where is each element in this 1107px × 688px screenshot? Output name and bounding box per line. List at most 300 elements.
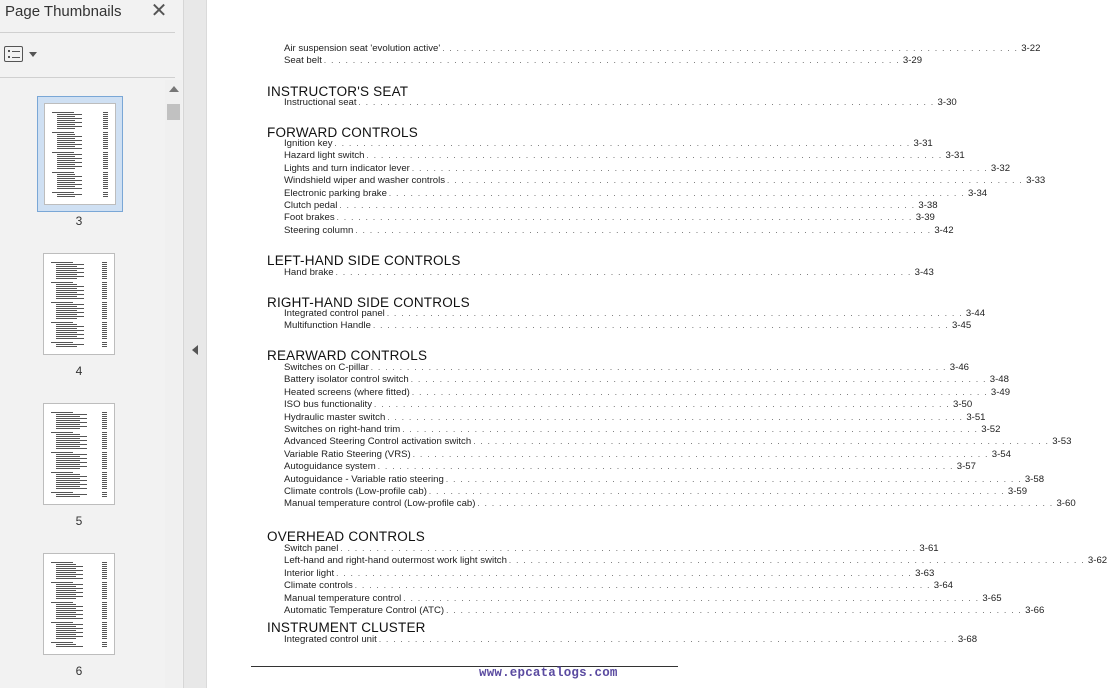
thumbnail-text-line bbox=[56, 636, 83, 637]
toc-entry[interactable] bbox=[284, 224, 954, 237]
thumbnail-text-line bbox=[102, 474, 107, 475]
section-heading: REARWARD CONTROLS bbox=[267, 348, 428, 363]
toc-leader-dots: . . . . . . . . . . . . . . . . . . . . . . . . . . . . . . . . . . . . . . . . . . . . . . . . . . . . . . . . . . . . . . . . . . . . . . . . . . . . . . . . bbox=[336, 213, 913, 223]
toc-entry-page: 3-33 bbox=[1026, 175, 1046, 187]
thumbnail-text-line bbox=[56, 422, 87, 423]
toc-entry[interactable] bbox=[284, 138, 933, 150]
thumbnail-text-line bbox=[102, 624, 107, 625]
thumbnail-text-line bbox=[56, 604, 76, 605]
thumbnail-text-line bbox=[56, 608, 76, 609]
thumbnail-text-line bbox=[56, 644, 76, 645]
scroll-up-icon[interactable] bbox=[169, 86, 179, 92]
thumbnail-text-line bbox=[56, 594, 76, 595]
toc-entry[interactable] bbox=[284, 43, 1041, 55]
toc-leader-dots: . . . . . . . . . . . . . . . . . . . . . . . . . . . . . . . . . . . . . . . . . . . . . . . . . . . . . . . . . . . . . . . . . . . . . . . . . . . . . . . . bbox=[473, 437, 1050, 447]
thumbnail-text-line bbox=[102, 628, 107, 629]
toc-leader-dots: . . . . . . . . . . . . . . . . . . . . . . . . . . . . . . . . . . . . . . . . . . . . . . . . . . . . . . . . . . . . . . . . . . . . . . . . . . . . . . . . bbox=[355, 225, 932, 235]
thumbnail-text-line bbox=[103, 144, 108, 145]
toc-entry-title: Switches on C-pillar bbox=[284, 362, 369, 373]
toc-leader-dots: . . . . . . . . . . . . . . . . . . . . . . . . . . . . . . . . . . . . . . . . . . . . . . . . . . . . . . . . . . . . . . . . . . . . . . . . . . . . . . . . bbox=[377, 462, 954, 472]
thumbnail-text-line bbox=[103, 118, 108, 119]
thumbnail-text-line bbox=[102, 332, 107, 333]
toc-entry[interactable] bbox=[284, 634, 978, 646]
thumbnail-text-line bbox=[102, 432, 107, 433]
thumbnail-text-line bbox=[56, 626, 76, 627]
thumbnail-text-line bbox=[102, 570, 107, 571]
thumbnail-text-line bbox=[102, 278, 107, 279]
thumbnail-text-line bbox=[56, 272, 84, 273]
thumbnail-text-line bbox=[56, 334, 84, 335]
toc-leader-dots: . . . . . . . . . . . . . . . . . . . . . . . . . . . . . . . . . . . . . . . . . . . . . . . . . . . . . . . . . . . . . . . . . . . . . . . . . . . . . . . . bbox=[354, 581, 931, 591]
thumbnail-text-line bbox=[102, 466, 107, 467]
toc-entry[interactable] bbox=[284, 267, 934, 279]
thumbnail-text-line bbox=[56, 632, 83, 633]
toc-entry-page: 3-66 bbox=[1025, 605, 1045, 616]
thumbnail-text-line bbox=[102, 572, 107, 573]
thumbnail-text-line bbox=[57, 142, 75, 143]
thumbnail-text-line bbox=[56, 584, 83, 585]
thumbnail-page-number: 3 bbox=[75, 214, 83, 228]
thumbnail-text-line bbox=[102, 636, 107, 637]
thumbnail-text-line bbox=[102, 480, 107, 481]
thumbnail-text-line bbox=[57, 134, 75, 135]
panel-collapse-splitter[interactable] bbox=[184, 0, 207, 688]
toc-leader-dots: . . . . . . . . . . . . . . . . . . . . . . . . . . . . . . . . . . . . . . . . . . . . . . . . . . . . . . . . . . . . . . . . . . . . . . . . . . . . . . . . bbox=[412, 449, 989, 459]
thumbnail-text-line bbox=[52, 132, 74, 133]
thumbnail-text-line bbox=[102, 268, 107, 269]
toc-leader-dots: . . . . . . . . . . . . . . . . . . . . . . . . . . . . . . . . . . . . . . . . . . . . . . . . . . . . . . . . . . . . . . . . . . . . . . . . . . . . . . . . bbox=[388, 188, 965, 198]
thumbnail-text-line bbox=[102, 422, 107, 423]
toc-leader-dots: . . . . . . . . . . . . . . . . . . . . . . . . . . . . . . . . . . . . . . . . . . . . . . . . . . . . . . . . . . . . . . . . . . . . . . . . . . . . . . . . bbox=[428, 487, 1005, 496]
thumbnail-text-line bbox=[102, 604, 107, 605]
thumbnail-text-line bbox=[102, 438, 107, 439]
thumbnail-text-line bbox=[102, 598, 107, 599]
thumbnail-text-line bbox=[57, 138, 75, 139]
thumbnail-text-line bbox=[103, 134, 108, 135]
toc-entry-page: 3-57 bbox=[956, 461, 976, 473]
thumbnail-text-line bbox=[102, 414, 107, 415]
thumbnail-text-line bbox=[56, 616, 76, 617]
toc-entry-title: Climate controls bbox=[284, 580, 353, 592]
toc-entry-page: 3-45 bbox=[951, 320, 972, 332]
thumbnail-text-line bbox=[56, 296, 77, 297]
toc-leader-dots: . . . . . . . . . . . . . . . . . . . . . . . . . . . . . . . . . . . . . . . . . . . . . . . . . . . . . . . . . . . . . . . . . . . . . . . . . . . . . . . . bbox=[372, 321, 949, 331]
thumbnail-text-line bbox=[102, 294, 107, 295]
thumbnail-text-line bbox=[56, 276, 84, 277]
thumbnail-text-line bbox=[102, 638, 107, 639]
toc-entry-page: 3-51 bbox=[966, 411, 986, 423]
thumbnail-text-line bbox=[56, 418, 87, 419]
toc-entry-page: 3-53 bbox=[1052, 436, 1072, 448]
thumbnail-text-line bbox=[56, 428, 80, 429]
thumbnail-options-button[interactable] bbox=[4, 45, 40, 65]
thumbnail-text-line bbox=[102, 314, 107, 315]
thumbnails-panel bbox=[0, 0, 184, 688]
toc-entry-title: Integrated control unit bbox=[284, 634, 377, 645]
panel-divider bbox=[0, 32, 175, 33]
toc-entry[interactable] bbox=[284, 162, 1011, 175]
thumbnail-text-line bbox=[102, 618, 107, 619]
thumbnail-text-line bbox=[56, 416, 80, 417]
toc-leader-dots: . . . . . . . . . . . . . . . . . . . . . . . . . . . . . . . . . . . . . . . . . . . . . . . . . . . . . . . . . . . . . . . . . . . . . . . . . . . . . . . . bbox=[445, 474, 1022, 484]
thumbnail-text-line bbox=[102, 308, 107, 309]
toc-entry-page: 3-65 bbox=[982, 592, 1002, 604]
toc-entry[interactable] bbox=[284, 473, 1045, 486]
toc-entry[interactable] bbox=[284, 424, 1001, 436]
toc-entry-title: Clutch pedal bbox=[284, 200, 338, 211]
thumbnail-text-line bbox=[102, 456, 107, 457]
thumbnail-text-line bbox=[56, 570, 83, 571]
toc-leader-dots: . . . . . . . . . . . . . . . . . . . . . . . . . . . . . . . . . . . . . . . . . . . . . . . . . . . . . . . . . . . . . . . . . . . . . . . . . . . . . . . . bbox=[334, 139, 911, 148]
thumbnail-list bbox=[0, 80, 165, 688]
thumbnail-text-line bbox=[51, 562, 73, 563]
toc-entry-title: Integrated control panel bbox=[284, 308, 385, 319]
thumbnail-text-line bbox=[102, 282, 107, 283]
thumbnail-text-line bbox=[102, 452, 107, 453]
thumbnail-text-line bbox=[102, 602, 107, 603]
toc-entry-page: 3-50 bbox=[953, 399, 973, 411]
thumbnail-text-line bbox=[102, 472, 107, 473]
thumbnail-text-line bbox=[56, 312, 84, 313]
document-page bbox=[207, 0, 1107, 688]
thumbnail-text-line bbox=[102, 492, 107, 493]
thumbnail-text-line bbox=[56, 566, 83, 567]
thumbnail-text-line bbox=[103, 158, 108, 159]
thumbnail-text-line bbox=[103, 132, 108, 133]
toc-entry[interactable] bbox=[284, 212, 935, 224]
thumbnail-text-line bbox=[51, 412, 73, 413]
toc-entry-title: Switches on right-hand trim bbox=[284, 424, 401, 435]
toc-entry[interactable] bbox=[284, 436, 1072, 448]
toc-entry[interactable] bbox=[284, 386, 1011, 399]
thumbnail-text-line bbox=[103, 138, 108, 139]
thumbnail-text-line bbox=[102, 468, 107, 469]
thumbnail-text-line bbox=[56, 574, 83, 575]
toc-entry[interactable] bbox=[284, 461, 976, 473]
toc-entry[interactable] bbox=[284, 605, 1045, 617]
thumbnail-text-line bbox=[56, 646, 83, 647]
thumbnail-text-line bbox=[51, 492, 73, 493]
thumbnail-text-line bbox=[56, 624, 83, 625]
toc-entry-page: 3-54 bbox=[991, 448, 1011, 460]
thumbnail-text-line bbox=[102, 326, 107, 327]
thumbnail-text-line bbox=[56, 434, 80, 435]
thumbnail-text-line bbox=[102, 488, 107, 489]
thumbnail-text-line bbox=[56, 438, 80, 439]
thumbnail-text-line bbox=[56, 586, 76, 587]
toc-entry[interactable] bbox=[284, 592, 1002, 605]
thumbnail-text-line bbox=[57, 188, 82, 189]
thumbnail-text-line bbox=[102, 346, 107, 347]
thumbnail-text-line bbox=[102, 464, 107, 465]
thumbnail-text-line bbox=[102, 418, 107, 419]
thumbnail-text-line bbox=[103, 122, 108, 123]
toc-entry[interactable] bbox=[284, 320, 972, 332]
thumbnail-text-line bbox=[102, 328, 107, 329]
thumbnail-text-line bbox=[102, 420, 107, 421]
thumbnail-text-line bbox=[103, 146, 108, 147]
thumbnail-text-line bbox=[56, 588, 83, 589]
toc-entry-title: Autoguidance - Variable ratio steering bbox=[284, 473, 444, 485]
toc-entry-title: Steering column bbox=[284, 224, 354, 236]
thumbnail-text-line bbox=[56, 598, 76, 599]
toc-entry[interactable] bbox=[284, 362, 969, 374]
toc-entry-page: 3-64 bbox=[933, 580, 953, 592]
toc-entry-title: Left-hand and right-hand outermost work light switch bbox=[284, 555, 507, 567]
thumbnail-text-line bbox=[102, 594, 107, 595]
toc-entry[interactable] bbox=[284, 543, 939, 555]
toc-entry[interactable] bbox=[284, 55, 923, 67]
thumbnail-text-line bbox=[56, 496, 80, 497]
thumbnail-text-line bbox=[102, 596, 107, 597]
thumbnail-text-line bbox=[102, 562, 107, 563]
thumbnail-text-line bbox=[103, 166, 108, 167]
thumbnail-text-line bbox=[56, 464, 80, 465]
thumbnail-text-line bbox=[56, 328, 77, 329]
toc-entry-title: Interior light bbox=[284, 567, 335, 579]
page-thumbnail-3[interactable] bbox=[37, 96, 123, 212]
thumbnail-text-line bbox=[102, 608, 107, 609]
page-thumbnail-4[interactable] bbox=[43, 253, 115, 355]
thumbnail-text-line bbox=[103, 114, 108, 115]
thumbnail-text-line bbox=[57, 124, 75, 125]
thumbnail-text-line bbox=[56, 308, 84, 309]
page-thumbnail-6[interactable] bbox=[43, 553, 115, 655]
thumbnail-text-line bbox=[56, 298, 84, 299]
thumbnail-text-line bbox=[103, 164, 108, 165]
thumbnail-text-line bbox=[51, 282, 73, 283]
toc-entry[interactable] bbox=[284, 187, 988, 200]
thumbnail-text-line bbox=[56, 572, 76, 573]
thumbnail-text-line bbox=[102, 442, 107, 443]
thumbnail-text-line bbox=[103, 116, 108, 117]
thumbnail-text-line bbox=[57, 140, 82, 141]
toc-entry-title: Variable Ratio Steering (VRS) bbox=[284, 448, 411, 460]
thumbnail-text-line bbox=[56, 442, 80, 443]
thumbnail-text-line bbox=[102, 642, 107, 643]
toc-leader-dots: . . . . . . . . . . . . . . . . . . . . . . . . . . . . . . . . . . . . . . . . . . . . . . . . . . . . . . . . . . . . . . . . . . . . . . . . . . . . . . . . bbox=[340, 544, 917, 553]
toc-entry-title: Autoguidance system bbox=[284, 461, 376, 473]
thumbnail-text-line bbox=[103, 112, 108, 113]
thumbnail-text-line bbox=[56, 332, 77, 333]
toc-entry[interactable] bbox=[284, 399, 973, 411]
thumbnail-text-line bbox=[56, 478, 80, 479]
toc-entry[interactable] bbox=[284, 150, 965, 162]
thumbnail-text-line bbox=[57, 196, 75, 197]
thumbnail-text-line bbox=[102, 290, 107, 291]
thumbnail-text-line bbox=[56, 614, 83, 615]
toc-entry-title: Switch panel bbox=[284, 543, 339, 554]
thumbnail-text-line bbox=[57, 136, 82, 137]
thumbnail-text-line bbox=[103, 156, 108, 157]
thumbnail-text-line bbox=[102, 588, 107, 589]
thumbnail-text-line bbox=[102, 622, 107, 623]
section-heading: FORWARD CONTROLS bbox=[267, 125, 418, 140]
thumbnail-text-line bbox=[103, 172, 108, 173]
thumbnail-text-line bbox=[56, 306, 77, 307]
thumbnail-text-line bbox=[56, 494, 87, 495]
thumbnail-text-line bbox=[56, 316, 84, 317]
section-heading: INSTRUMENT CLUSTER bbox=[267, 620, 426, 635]
thumbnail-text-line bbox=[56, 346, 77, 347]
thumbnail-text-line bbox=[51, 642, 73, 643]
thumbnail-text-line bbox=[57, 168, 75, 169]
thumbnail-text-line bbox=[102, 566, 107, 567]
toc-entry[interactable] bbox=[284, 555, 1107, 567]
chevron-down-icon bbox=[29, 52, 37, 57]
thumbnail-text-line bbox=[57, 178, 75, 179]
toc-entry[interactable] bbox=[284, 200, 938, 212]
toc-entry-page: 3-44 bbox=[965, 308, 986, 319]
thumbnail-text-line bbox=[56, 628, 83, 629]
thumbnail-text-line bbox=[56, 286, 84, 287]
toc-entry-title: Hazard light switch bbox=[284, 150, 365, 162]
toc-entry-title: Heated screens (where fitted) bbox=[284, 386, 410, 398]
toc-entry-page: 3-59 bbox=[1007, 486, 1028, 497]
thumbnail-text-line bbox=[102, 324, 107, 325]
toc-entry-page: 3-42 bbox=[934, 224, 954, 236]
toc-leader-dots: . . . . . . . . . . . . . . . . . . . . . . . . . . . . . . . . . . . . . . . . . . . . . . . . . . . . . . . . . . . . . . . . . . . . . . . . . . . . . . . . bbox=[366, 151, 943, 161]
thumbnail-text-line bbox=[103, 162, 108, 163]
thumbnail-text-line bbox=[102, 298, 107, 299]
toc-leader-dots: . . . . . . . . . . . . . . . . . . . . . . . . . . . . . . . . . . . . . . . . . . . . . . . . . . . . . . . . . . . . . . . . . . . . . . . . . . . . . . . . bbox=[410, 375, 987, 385]
thumbnail-text-line bbox=[56, 564, 76, 565]
toc-entry-page: 3-62 bbox=[1087, 555, 1107, 567]
thumbnail-text-line bbox=[56, 482, 80, 483]
toc-entry-page: 3-58 bbox=[1024, 473, 1045, 485]
thumbnail-text-line bbox=[56, 630, 76, 631]
thumbnail-text-line bbox=[102, 428, 107, 429]
thumbnail-text-line bbox=[57, 154, 82, 155]
section-heading: LEFT-HAND SIDE CONTROLS bbox=[267, 253, 461, 268]
thumbnail-text-line bbox=[56, 426, 87, 427]
toc-entry-page: 3-43 bbox=[914, 267, 934, 278]
toc-entry[interactable] bbox=[284, 308, 986, 320]
thumbnail-text-line bbox=[102, 416, 107, 417]
toc-entry-title: Air suspension seat 'evolution active' bbox=[284, 43, 441, 54]
chevron-left-icon bbox=[192, 345, 198, 355]
thumbnail-scrollbar[interactable] bbox=[165, 80, 182, 688]
thumbnail-text-line bbox=[52, 172, 74, 173]
thumbnail-text-line bbox=[57, 148, 82, 149]
toc-entry-title: Foot brakes bbox=[284, 212, 335, 224]
thumbnail-text-line bbox=[103, 124, 108, 125]
thumbnail-text-line bbox=[56, 486, 80, 487]
toc-leader-dots: . . . . . . . . . . . . . . . . . . . . . . . . . . . . . . . . . . . . . . . . . . . . . . . . . . . . . . . . . . . . . . . . . . . . . . . . . . . . . . . . bbox=[402, 425, 979, 434]
toc-entry[interactable] bbox=[284, 486, 1028, 498]
toc-entry-title: Ignition key bbox=[284, 138, 333, 149]
toc-leader-dots: . . . . . . . . . . . . . . . . . . . . . . . . . . . . . . . . . . . . . . . . . . . . . . . . . . . . . . . . . . . . . . . . . . . . . . . . . . . . . . . . bbox=[446, 606, 1023, 615]
thumbnail-text-line bbox=[57, 164, 75, 165]
toc-entry[interactable] bbox=[284, 175, 1046, 187]
thumbnail-text-line bbox=[56, 454, 87, 455]
thumbnail-text-line bbox=[56, 576, 76, 577]
thumbnail-text-line bbox=[102, 342, 107, 343]
thumbnail-text-line bbox=[102, 646, 107, 647]
thumbnail-text-line bbox=[56, 420, 80, 421]
thumbnail-text-line bbox=[103, 168, 108, 169]
toc-entry-title: Climate controls (Low-profile cab) bbox=[284, 486, 427, 497]
thumbnail-text-line bbox=[103, 140, 108, 141]
toc-entry[interactable] bbox=[284, 567, 935, 580]
thumbnail-text-line bbox=[102, 634, 107, 635]
scrollbar-thumb[interactable] bbox=[167, 104, 180, 120]
thumbnail-text-line bbox=[51, 262, 73, 263]
thumbnail-text-line bbox=[103, 180, 108, 181]
thumbnail-text-line bbox=[102, 564, 107, 565]
thumbnail-text-line bbox=[57, 146, 75, 147]
toc-entry[interactable] bbox=[284, 411, 986, 424]
thumbnail-page-number: 4 bbox=[75, 364, 83, 378]
thumbnail-text-line bbox=[102, 424, 107, 425]
thumbnail-text-line bbox=[56, 440, 87, 441]
thumbnail-text-line bbox=[56, 266, 77, 267]
thumbnail-text-line bbox=[103, 120, 108, 121]
thumbnail-text-line bbox=[102, 330, 107, 331]
toc-leader-dots: . . . . . . . . . . . . . . . . . . . . . . . . . . . . . . . . . . . . . . . . . . . . . . . . . . . . . . . . . . . . . . . . . . . . . . . . . . . . . . . . bbox=[447, 176, 1024, 186]
thumbnail-text-line bbox=[102, 610, 107, 611]
toc-leader-dots: . . . . . . . . . . . . . . . . . . . . . . . . . . . . . . . . . . . . . . . . . . . . . . . . . . . . . . . . . . . . . . . . . . . . . . . . . . . . . . . . bbox=[411, 163, 988, 173]
toc-entry-title: Seat belt bbox=[284, 55, 322, 67]
toc-entry[interactable] bbox=[284, 498, 1076, 510]
thumbnail-text-line bbox=[102, 630, 107, 631]
toc-entry-page: 3-68 bbox=[957, 634, 978, 645]
toc-entry-page: 3-60 bbox=[1056, 498, 1076, 510]
thumbnail-text-line bbox=[102, 460, 107, 461]
thumbnail-text-line bbox=[102, 606, 107, 607]
toc-leader-dots: . . . . . . . . . . . . . . . . . . . . . . . . . . . . . . . . . . . . . . . . . . . . . . . . . . . . . . . . . . . . . . . . . . . . . . . . . . . . . . . . bbox=[508, 556, 1085, 566]
thumbnail-text-line bbox=[102, 612, 107, 613]
thumbnail-text-line bbox=[102, 318, 107, 319]
thumbnail-text-line bbox=[103, 184, 108, 185]
toc-entry[interactable] bbox=[284, 374, 1009, 386]
close-icon[interactable]: ✕ bbox=[150, 0, 168, 22]
toc-entry-title: Hand brake bbox=[284, 267, 334, 278]
toc-entry-page: 3-30 bbox=[937, 97, 957, 108]
thumbnail-text-line bbox=[102, 334, 107, 335]
thumbnail-text-line bbox=[103, 176, 108, 177]
thumbnail-text-line bbox=[102, 426, 107, 427]
thumbnail-text-line bbox=[102, 338, 107, 339]
thumbnail-text-line bbox=[102, 448, 107, 449]
toc-leader-dots: . . . . . . . . . . . . . . . . . . . . . . . . . . . . . . . . . . . . . . . . . . . . . . . . . . . . . . . . . . . . . . . . . . . . . . . . . . . . . . . . bbox=[335, 268, 912, 277]
section-heading: RIGHT-HAND SIDE CONTROLS bbox=[267, 295, 470, 310]
thumbnail-text-line bbox=[57, 160, 75, 161]
thumbnail-text-line bbox=[102, 304, 107, 305]
thumbnail-text-line bbox=[56, 596, 83, 597]
toc-entry[interactable] bbox=[284, 448, 1011, 461]
thumbnail-text-line bbox=[56, 488, 87, 489]
thumbnail-text-line bbox=[56, 268, 84, 269]
thumbnail-text-line bbox=[56, 274, 77, 275]
toc-entry[interactable] bbox=[284, 97, 957, 109]
toc-leader-dots: . . . . . . . . . . . . . . . . . . . . . . . . . . . . . . . . . . . . . . . . . . . . . . . . . . . . . . . . . . . . . . . . . . . . . . . . . . . . . . . . bbox=[370, 363, 947, 372]
thumbnail-text-line bbox=[102, 440, 107, 441]
thumbnail-text-line bbox=[57, 116, 75, 117]
toc-leader-dots: . . . . . . . . . . . . . . . . . . . . . . . . . . . . . . . . . . . . . . . . . . . . . . . . . . . . . . . . . . . . . . . . . . . . . . . . . . . . . . . . bbox=[387, 412, 964, 422]
thumbnail-text-line bbox=[56, 476, 87, 477]
toc-entry[interactable] bbox=[284, 580, 953, 592]
panel-divider bbox=[0, 77, 175, 78]
thumbnail-text-line bbox=[57, 176, 82, 177]
page-thumbnail-5[interactable] bbox=[43, 403, 115, 505]
toc-entry-title: Advanced Steering Control activation switch bbox=[284, 436, 472, 448]
toc-entry-title: Manual temperature control (Low-profile cab) bbox=[284, 498, 476, 510]
thumbnail-text-line bbox=[102, 486, 107, 487]
thumbnail-text-line bbox=[102, 264, 107, 265]
thumbnail-text-line bbox=[56, 336, 77, 337]
thumbnail-text-line bbox=[102, 336, 107, 337]
